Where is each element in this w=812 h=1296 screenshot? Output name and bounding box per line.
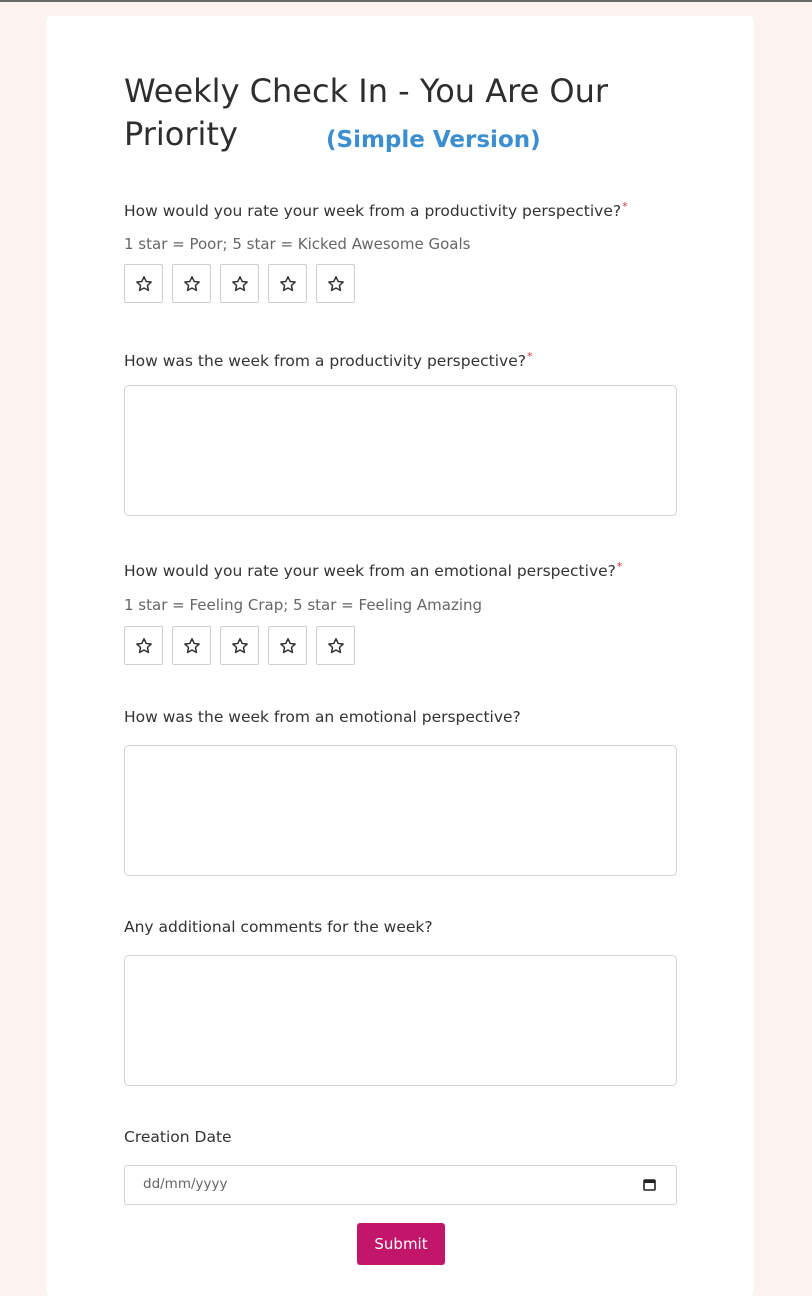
question-label: How was the week from a productivity perspective? <box>124 352 526 371</box>
emotional-star-2[interactable] <box>172 626 211 665</box>
question-productivity-text <box>124 347 532 371</box>
submit-button[interactable]: Submit <box>357 1223 445 1265</box>
question-emotional-rating <box>124 557 622 581</box>
productivity-rating-hint: 1 star = Poor; 5 star = Kicked Awesome Goals <box>124 235 471 253</box>
emotional-star-1[interactable] <box>124 626 163 665</box>
star-outline-icon <box>183 275 201 293</box>
star-outline-icon <box>279 637 297 655</box>
productivity-textarea[interactable] <box>124 385 677 516</box>
question-additional-comments: Any additional comments for the week? <box>124 918 433 936</box>
comments-textarea[interactable] <box>124 955 677 1086</box>
required-marker: * <box>526 350 533 363</box>
question-productivity-rating <box>124 197 628 221</box>
star-outline-icon <box>327 275 345 293</box>
emotional-star-4[interactable] <box>268 626 307 665</box>
star-outline-icon <box>231 637 249 655</box>
emotional-star-3[interactable] <box>220 626 259 665</box>
required-marker: * <box>622 200 628 213</box>
question-label: How would you rate your week from an emotional perspective? <box>124 562 616 581</box>
required-marker: * <box>616 560 623 573</box>
date-placeholder: dd/mm/yyyy <box>143 1176 228 1192</box>
calendar-icon[interactable] <box>643 1179 656 1191</box>
productivity-star-2[interactable] <box>172 264 211 303</box>
emotional-rating-hint: 1 star = Feeling Crap; 5 star = Feeling Amazing <box>124 596 483 614</box>
creation-date-label: Creation Date <box>124 1128 232 1146</box>
form-subtitle: (Simple Version) <box>326 127 541 153</box>
emotional-textarea[interactable] <box>124 745 677 876</box>
question-emotional-text: How was the week from an emotional perspective? <box>124 708 521 726</box>
star-outline-icon <box>231 275 249 293</box>
top-border <box>0 0 812 2</box>
productivity-star-4[interactable] <box>268 264 307 303</box>
emotional-star-rating <box>124 626 355 665</box>
question-label: How would you rate your week from a productivity perspective? <box>124 202 622 221</box>
productivity-star-3[interactable] <box>220 264 259 303</box>
star-outline-icon <box>183 637 201 655</box>
productivity-star-1[interactable] <box>124 264 163 303</box>
star-outline-icon <box>279 275 297 293</box>
form-title: Weekly Check In - You Are Our Priority <box>124 72 609 153</box>
star-outline-icon <box>135 637 153 655</box>
star-outline-icon <box>327 637 345 655</box>
productivity-star-rating <box>124 264 355 303</box>
emotional-star-5[interactable] <box>316 626 355 665</box>
star-outline-icon <box>135 275 153 293</box>
creation-date-input[interactable] <box>124 1165 677 1205</box>
productivity-star-5[interactable] <box>316 264 355 303</box>
